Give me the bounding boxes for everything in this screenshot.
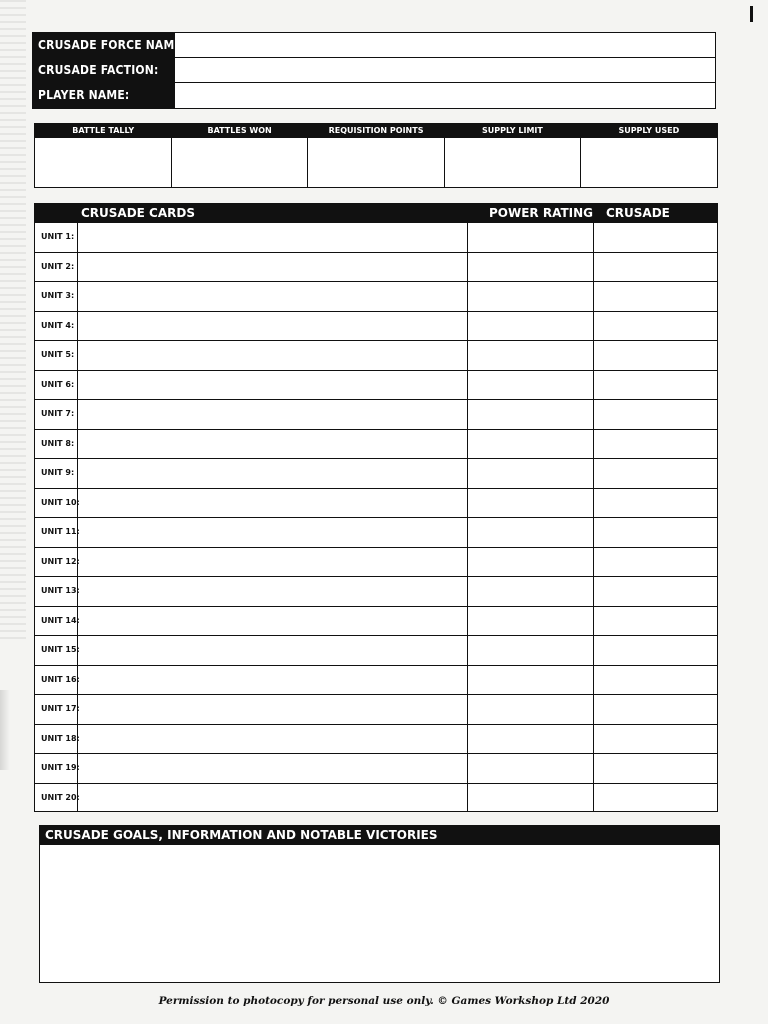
faction-label: CRUSADE FACTION: (38, 63, 159, 77)
battles-won-field[interactable] (171, 138, 308, 187)
unit-row[interactable] (35, 665, 717, 695)
unit-row[interactable] (35, 724, 717, 754)
unit-row[interactable] (35, 635, 717, 665)
unit-label: UNIT 1: (41, 232, 75, 241)
unit-label: UNIT 16: (41, 674, 80, 684)
stats-header (35, 124, 717, 138)
unit-label: UNIT 4: (41, 320, 75, 330)
faction-field[interactable] (175, 58, 715, 83)
unit-label: UNIT 7: (41, 409, 75, 418)
force-name-row (33, 33, 715, 58)
unit-row[interactable] (35, 547, 717, 577)
unit-row[interactable] (35, 281, 717, 311)
force-info-block (32, 32, 716, 109)
scan-noise (0, 0, 26, 640)
unit-label: UNIT 3: (41, 291, 75, 300)
supply-limit-header: SUPPLY LIMIT (481, 126, 543, 135)
unit-row[interactable] (35, 399, 717, 429)
unit-label: UNIT 18: (41, 733, 80, 743)
unit-row[interactable] (35, 694, 717, 724)
unit-label: UNIT 2: (41, 261, 75, 271)
crusade-cards-header: CRUSADE CARDS (81, 206, 195, 220)
crusade-cards-table (34, 203, 718, 812)
unit-label: UNIT 5: (41, 350, 75, 359)
unit-row[interactable] (35, 429, 717, 459)
unit-label: UNIT 12: (41, 556, 80, 566)
battle-tally-header: BATTLE TALLY (72, 126, 135, 135)
unit-label: UNIT 20: (41, 792, 80, 802)
stats-block (34, 123, 718, 188)
unit-row[interactable] (35, 311, 717, 341)
unit-row[interactable] (35, 753, 717, 783)
power-rating-header: POWER RATING (489, 206, 593, 220)
requisition-points-header: REQUISITION POINTS (328, 126, 424, 135)
battle-tally-field[interactable] (35, 138, 171, 187)
unit-label: UNIT 19: (41, 763, 80, 772)
unit-row[interactable] (35, 783, 717, 813)
unit-label: UNIT 9: (41, 468, 75, 477)
unit-label: UNIT 13: (41, 586, 80, 595)
stats-cells (35, 138, 717, 187)
force-name-label: CRUSADE FORCE NAME: (38, 38, 187, 52)
requisition-points-field[interactable] (307, 138, 444, 187)
unit-row[interactable] (35, 252, 717, 282)
corner-mark (750, 6, 753, 22)
unit-label: UNIT 8: (41, 438, 75, 448)
unit-label: UNIT 11: (41, 527, 80, 536)
supply-used-header: SUPPLY USED (618, 126, 680, 135)
unit-row[interactable] (35, 222, 717, 252)
supply-limit-field[interactable] (444, 138, 581, 187)
unit-label: UNIT 14: (41, 615, 80, 625)
player-label: PLAYER NAME: (38, 88, 130, 102)
unit-label: UNIT 15: (41, 645, 80, 654)
unit-row[interactable] (35, 488, 717, 518)
player-field[interactable] (175, 83, 715, 108)
goals-block (39, 825, 720, 983)
footer-copyright: Permission to photocopy for personal use only. © Games Workshop Ltd 2020 (158, 995, 610, 1007)
scan-shadow (0, 690, 10, 770)
supply-used-field[interactable] (580, 138, 717, 187)
force-name-field[interactable] (175, 33, 715, 58)
battles-won-header: BATTLES WON (207, 126, 272, 135)
unit-row[interactable] (35, 458, 717, 488)
unit-label: UNIT 10: (41, 497, 80, 507)
crusade-points-header: CRUSADE POINTS (606, 206, 670, 238)
unit-row[interactable] (35, 576, 717, 606)
unit-label: UNIT 17: (41, 704, 80, 713)
unit-row[interactable] (35, 340, 717, 370)
goals-header: CRUSADE GOALS, INFORMATION AND NOTABLE VICTORIES (40, 826, 719, 845)
unit-label: UNIT 6: (41, 379, 75, 389)
faction-row (33, 58, 715, 83)
unit-row[interactable] (35, 517, 717, 547)
unit-row[interactable] (35, 606, 717, 636)
player-row (33, 83, 715, 108)
goals-field[interactable] (40, 845, 719, 982)
unit-row[interactable] (35, 370, 717, 400)
